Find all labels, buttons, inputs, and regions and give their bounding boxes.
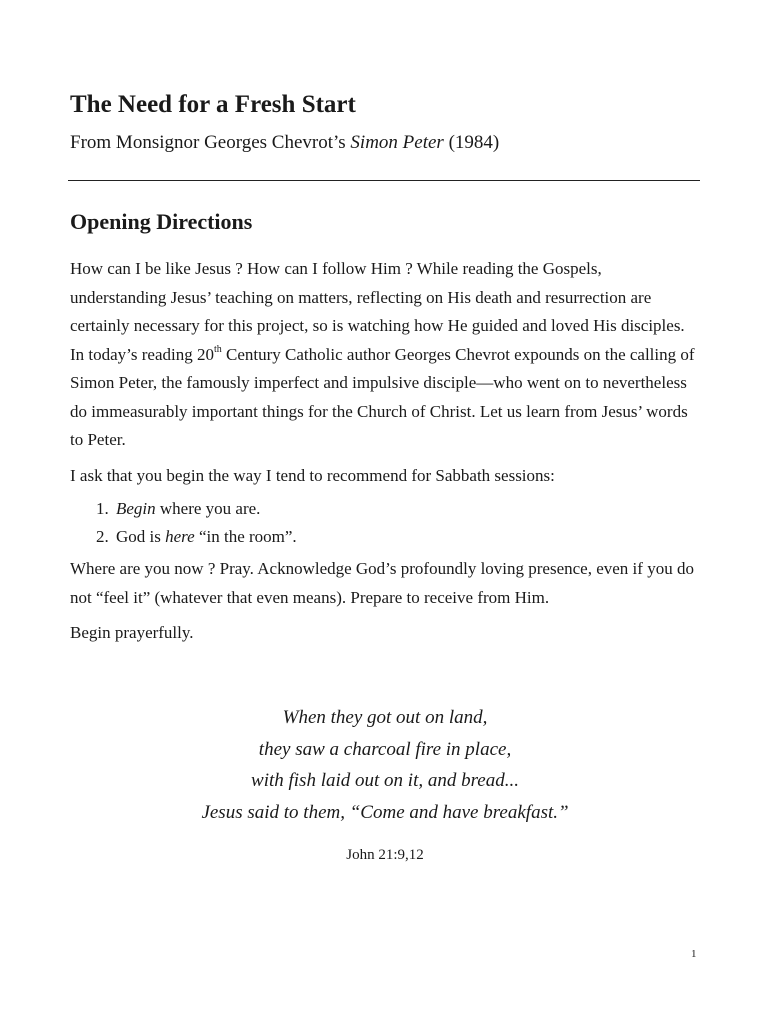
subtitle-book-title: Simon Peter xyxy=(350,132,444,153)
page-number: 1 xyxy=(691,948,697,960)
quote-line: Jesus said to them, “Come and have breakfast.” xyxy=(201,801,569,823)
body-text xyxy=(70,255,700,655)
paragraph-begin: Begin prayerfully. xyxy=(70,623,194,642)
paragraph-intro-text-continued: Century Catholic author Georges Chevrot expounds on the calling of Simon Peter, the famously imperfect and impulsive disciple—who went on to nevertheless do immeasurably important things for the Church of Christ. Let us learn from Jesus’ words to Peter. xyxy=(70,344,695,449)
list-item-emphasis: Begin xyxy=(116,499,156,518)
list-item-prefix: God is xyxy=(116,527,166,546)
subtitle-prefix: From Monsignor Georges Chevrot’s xyxy=(70,132,351,153)
steps-list xyxy=(70,495,700,551)
quote-line: with fish laid out on it, and bread... xyxy=(251,770,519,791)
list-item-emphasis: here xyxy=(165,527,195,546)
quote-line: they saw a charcoal fire in place, xyxy=(258,738,512,760)
section-heading: Opening Directions xyxy=(70,209,253,234)
list-item xyxy=(96,495,700,523)
paragraph-sabbath: I ask that you begin the way I tend to recommend for Sabbath sessions: xyxy=(70,465,555,485)
paragraph-pray: Where are you now ? Pray. Acknowledge God’s profoundly loving presence, even if you do not “feel it” (whatever that even means). Prepare to receive from Him. xyxy=(70,559,694,607)
quote-line: When they got out on land, xyxy=(282,707,488,728)
document-subtitle xyxy=(70,128,499,158)
list-item-text: where you are. xyxy=(155,499,261,518)
list-item-number: 2. xyxy=(96,527,109,546)
list-item xyxy=(96,523,700,551)
ordinal-suffix: th xyxy=(214,343,222,355)
document-title: The Need for a Fresh Start xyxy=(70,91,356,118)
paragraph-intro xyxy=(70,255,700,455)
subtitle-suffix: (1984) xyxy=(443,132,500,153)
list-item-number: 1. xyxy=(96,499,109,518)
scripture-citation: John 21:9,12 xyxy=(346,847,424,863)
list-item-text: “in the room”. xyxy=(194,527,297,546)
title-divider xyxy=(68,180,700,181)
document-page xyxy=(70,0,700,1024)
paragraph-intro-text: How can I be like Jesus ? How can I follow Him ? While reading the Gospels, understanding Jesus’ teaching on matters, reflecting on His death and resurrection are certainly necessary for this project, so is watching how He guided and loved His disciples. In today’s reading 20 xyxy=(70,259,685,364)
scripture-quote xyxy=(70,702,700,828)
